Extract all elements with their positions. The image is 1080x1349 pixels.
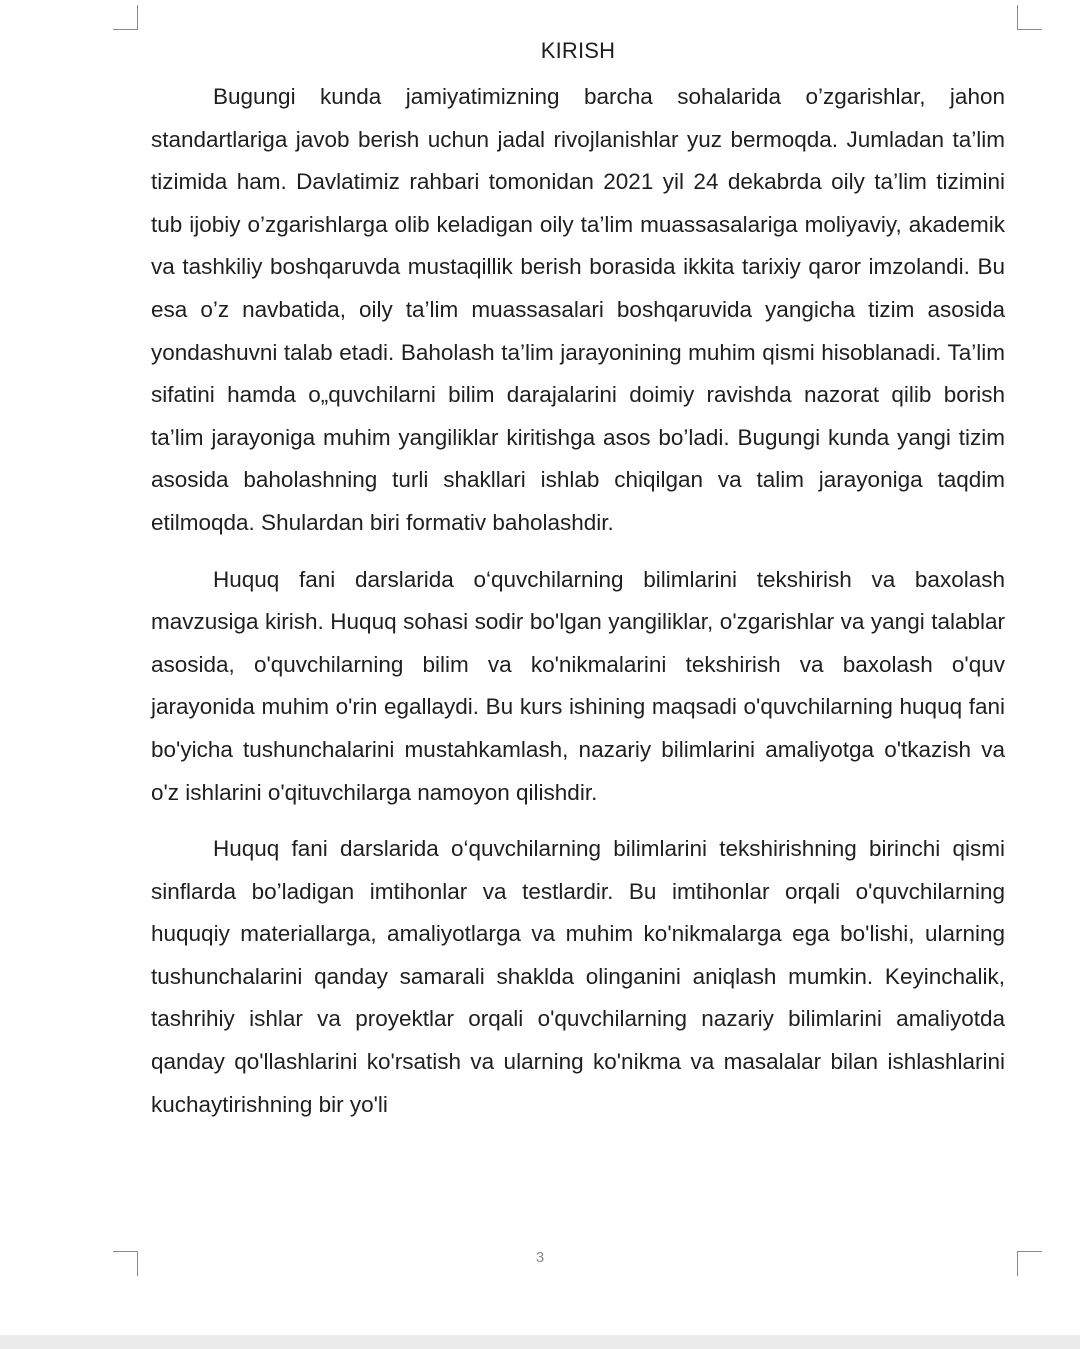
page-content: [151, 36, 1005, 1126]
paragraph-1: Bugungi kunda jamiyatimizning barcha sohalarida o’zgarishlar, jahon standartlariga javob berish uchun jadal rivojlanishlar yuz bermoqda. Jumladan ta’lim tizimida ham. Davlatimiz rahbari tomonidan 2021 yil 24 dekabrda oily ta’lim tizimini tub ijobiy o’zgarishlarga olib keladigan oily ta’lim muassasalariga moliyaviy, akademik va tashkiliy boshqaruvda mustaqillik berish borasida ikkita tarixiy qaror imzolandi. Bu esa o’z navbatida, oily ta’lim muassasalari boshqaruvida yangicha tizim asosida yondashuvni talab etadi. Baholash ta’lim jarayonining muhim qismi hisoblanadi. Ta’lim sifatini hamda o„quvchilarni bilim darajalarini doimiy ravishda nazorat qilib borish ta’lim jarayoniga muhim yangiliklar kiritishga asos bo’ladi. Bugungi kunda yangi tizim asosida baholashning turli shakllari ishlab chiqilgan va talim jarayoniga taqdim etilmoqda. Shulardan biri formativ baholashdir.: [151, 84, 1005, 535]
paragraph-2: Huquq fani darslarida o‘quvchilarning bilimlarini tekshirish va baxolash mavzusiga kirish. Huquq sohasi sodir bo'lgan yangiliklar, o'zgarishlar va yangi talablar asosida, o'quvchilarning bilim va ko'nikmalarini tekshirish va baxolash o'quv jarayonida muhim o'rin egallaydi. Bu kurs ishining maqsadi o'quvchilarning huquq fani bo'yicha tushunchalarini mustahkamlash, nazariy bilimlarini amaliyotga o'tkazish va o'z ishlarini o'qituvchilarga namoyon qilishdir.: [151, 566, 1005, 805]
paragraph-3: Huquq fani darslarida o‘quvchilarning bilimlarini tekshirishning birinchi qismi sinflarda bo’ladigan imtihonlar va testlardir. Bu imtihonlar orqali o'quvchilarning huquqiy materiallarga, amaliyotlarga va muhim ko'nikmalarga ega bo'lishi, ularning tushunchalarini qanday samarali shaklda olinganini aniqlash mumkin. Keyinchalik, tashrihiy ishlar va proyektlar orqali o'quvchilarning nazariy bilimlarini amaliyotda qanday qo'llashlarini ko'rsatish va ularning ko'nikma va masalalar bilan ishlashlarini kuchaytirishning bir yo'li: [151, 836, 1005, 1117]
crop-mark-top-left: [113, 5, 138, 30]
page-separator: [0, 1335, 1080, 1349]
document-title: KIRISH: [540, 38, 616, 63]
page-number: 3: [535, 1249, 545, 1266]
crop-mark-top-right: [1017, 5, 1042, 30]
